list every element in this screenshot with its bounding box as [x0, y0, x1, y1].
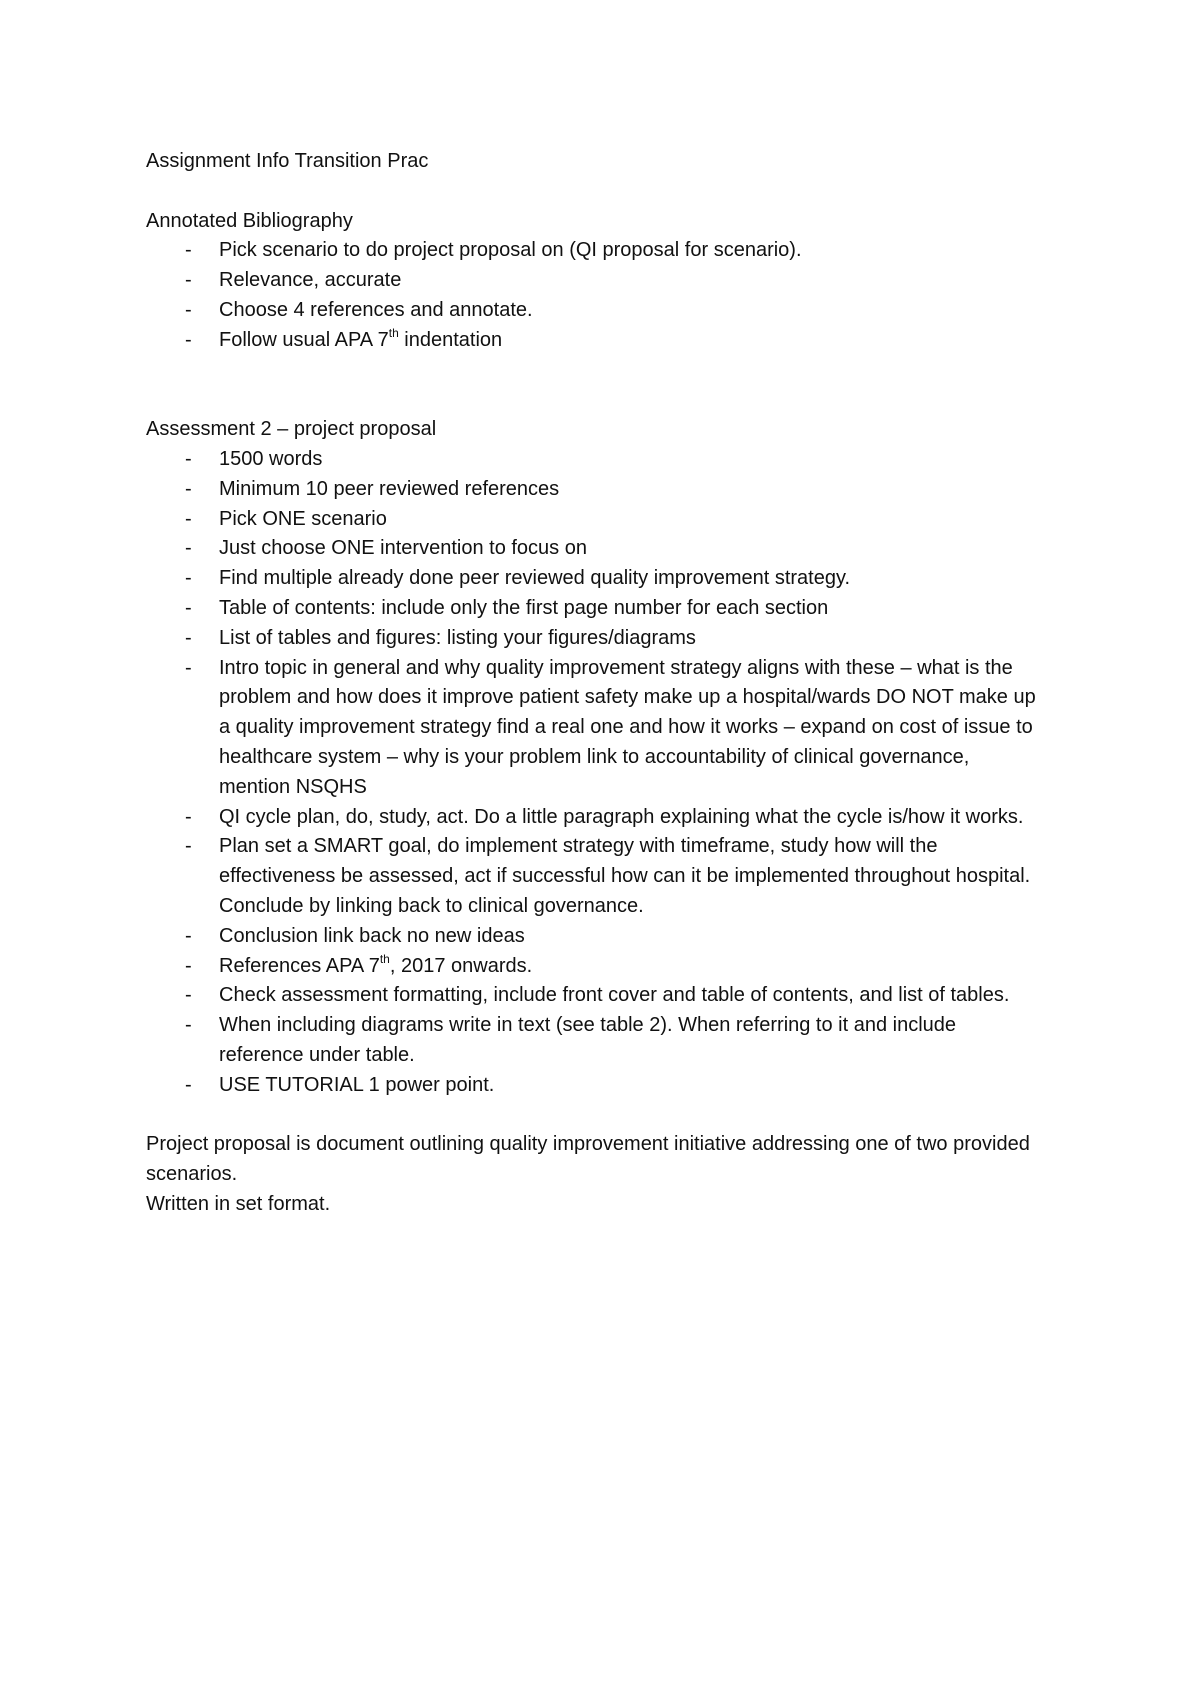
- summary-paragraph: Project proposal is document outlining quality improvement initiative addressing one of two provided scenarios.: [146, 1133, 1030, 1186]
- dash-marker: -: [185, 447, 192, 470]
- list-item: [146, 236, 1066, 266]
- list-item-text: List of tables and figures: listing your figures/diagrams: [219, 626, 696, 649]
- list-item-text: Intro topic in general and why quality improvement strategy aligns with these – what is the problem and how does it improve patient safety make up a hospital/wards DO NOT make up a quality improvement strategy find a real one and how it works – expand on cost of issue to healthcare system – why is your problem link to accountability of clinical governance, mention NSQHS: [219, 656, 1036, 798]
- list-item-text: Conclusion link back no new ideas: [219, 924, 525, 947]
- list-item-text: Find multiple already done peer reviewed quality improvement strategy.: [219, 567, 851, 590]
- text-segment: References APA 7: [219, 954, 380, 977]
- list-item-text: [219, 952, 1039, 982]
- list-item: [146, 445, 1066, 475]
- dash-marker: -: [185, 567, 192, 590]
- list-item: [146, 1071, 1066, 1101]
- list-item: [146, 1011, 1066, 1071]
- list-item: [146, 505, 1066, 535]
- dash-marker: -: [185, 835, 192, 858]
- list-item: [146, 564, 1066, 594]
- list-item-text: Choose 4 references and annotate.: [219, 298, 533, 321]
- spacer: [146, 177, 1066, 207]
- dash-marker: -: [185, 239, 192, 262]
- dash-marker: -: [185, 626, 192, 649]
- list-item: [146, 952, 1066, 982]
- spacer: [146, 1101, 1066, 1131]
- spacer: [146, 356, 1066, 416]
- dash-marker: -: [185, 477, 192, 500]
- dash-marker: -: [185, 596, 192, 619]
- list-item-text: Check assessment formatting, include front cover and table of contents, and list of tables.: [219, 984, 1010, 1007]
- dash-marker: -: [185, 1073, 192, 1096]
- annotated-bibliography-heading: Annotated Bibliography: [146, 209, 353, 232]
- dash-marker: -: [185, 537, 192, 560]
- list-item-text: Table of contents: include only the first page number for each section: [219, 596, 829, 619]
- list-item-text: [219, 326, 1039, 356]
- dash-marker: -: [185, 328, 192, 351]
- superscript-ordinal: th: [388, 326, 399, 341]
- dash-marker: -: [185, 924, 192, 947]
- document-body: [146, 147, 1066, 1220]
- dash-marker: -: [185, 1014, 192, 1037]
- list-item-text: Minimum 10 peer reviewed references: [219, 477, 560, 500]
- list-item-text: Relevance, accurate: [219, 269, 402, 292]
- annotated-bibliography-list: [146, 236, 1066, 355]
- list-item-text: QI cycle plan, do, study, act. Do a little paragraph explaining what the cycle is/how it works.: [219, 805, 1024, 828]
- list-item: [146, 803, 1066, 833]
- list-item: [146, 624, 1066, 654]
- list-item: [146, 922, 1066, 952]
- list-item-text: Plan set a SMART goal, do implement strategy with timeframe, study how will the effectiveness be assessed, act if successful how can it be implemented throughout hospital. Conclude by linking back to clinical governance.: [219, 835, 1031, 917]
- summary-line: Written in set format.: [146, 1192, 331, 1215]
- dash-marker: -: [185, 954, 192, 977]
- list-item: [146, 832, 1066, 921]
- dash-marker: -: [185, 507, 192, 530]
- list-item: [146, 594, 1066, 624]
- list-item-text: Just choose ONE intervention to focus on: [219, 537, 587, 560]
- list-item: [146, 326, 1066, 356]
- list-item: [146, 654, 1066, 803]
- document-title: Assignment Info Transition Prac: [146, 150, 429, 172]
- list-item: [146, 981, 1066, 1011]
- dash-marker: -: [185, 656, 192, 679]
- list-item-text: USE TUTORIAL 1 power point.: [219, 1073, 495, 1096]
- superscript-ordinal: th: [379, 951, 390, 966]
- text-segment: indentation: [398, 328, 503, 351]
- list-item: [146, 534, 1066, 564]
- text-segment: , 2017 onwards.: [389, 954, 533, 977]
- dash-marker: -: [185, 269, 192, 292]
- list-item: [146, 296, 1066, 326]
- list-item-text: Pick scenario to do project proposal on (QI proposal for scenario).: [219, 239, 802, 262]
- text-segment: Follow usual APA 7: [219, 328, 389, 351]
- dash-marker: -: [185, 298, 192, 321]
- list-item: [146, 266, 1066, 296]
- list-item-text: 1500 words: [219, 447, 323, 470]
- list-item-text: Pick ONE scenario: [219, 507, 387, 530]
- dash-marker: -: [185, 805, 192, 828]
- dash-marker: -: [185, 984, 192, 1007]
- list-item: [146, 475, 1066, 505]
- assessment-2-list: [146, 445, 1066, 1101]
- list-item-text: When including diagrams write in text (see table 2). When referring to it and include reference under table.: [219, 1014, 957, 1066]
- assessment-2-heading: Assessment 2 – project proposal: [146, 418, 437, 441]
